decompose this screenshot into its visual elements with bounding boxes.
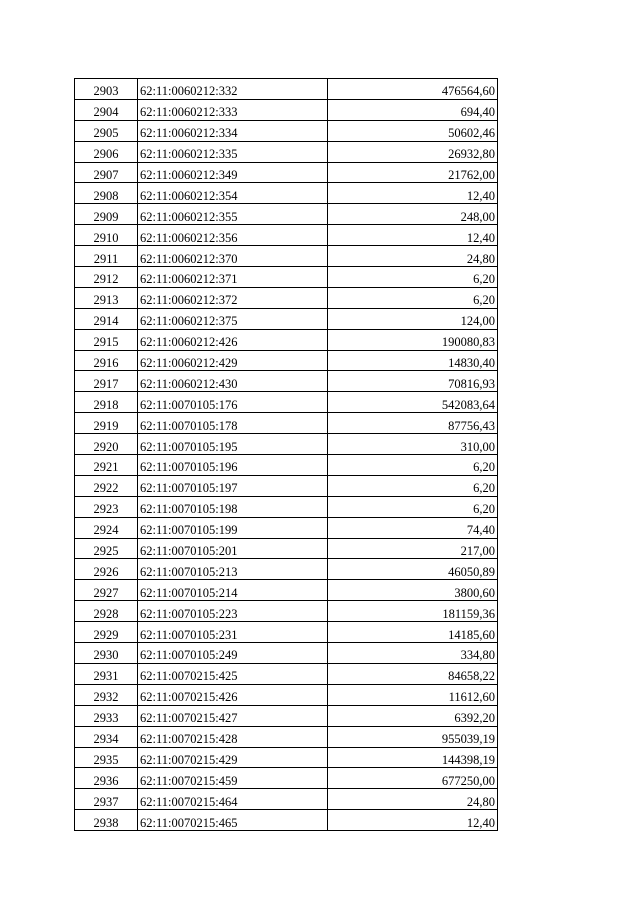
cadastral-number-cell: 62:11:0060212:371 [138,267,328,288]
table-row [75,496,498,517]
table-row [75,434,498,455]
row-number-cell: 2927 [75,580,138,601]
cadastral-number-cell: 62:11:0070215:464 [138,789,328,810]
row-number-cell: 2929 [75,622,138,643]
cadastral-number-cell: 62:11:0070105:249 [138,643,328,664]
value-cell: 694,40 [328,99,498,120]
value-cell: 24,80 [328,246,498,267]
value-cell: 24,80 [328,789,498,810]
row-number-cell: 2909 [75,204,138,225]
value-cell: 542083,64 [328,392,498,413]
table-row [75,601,498,622]
row-number-cell: 2911 [75,246,138,267]
value-cell: 21762,00 [328,162,498,183]
row-number-cell: 2937 [75,789,138,810]
value-cell: 14185,60 [328,622,498,643]
cadastral-number-cell: 62:11:0060212:355 [138,204,328,225]
value-cell: 6,20 [328,475,498,496]
value-cell: 12,40 [328,225,498,246]
value-cell: 144398,19 [328,747,498,768]
cadastral-number-cell: 62:11:0060212:354 [138,183,328,204]
row-number-cell: 2916 [75,350,138,371]
row-number-cell: 2936 [75,768,138,789]
value-cell: 6,20 [328,496,498,517]
cadastral-number-cell: 62:11:0060212:335 [138,141,328,162]
row-number-cell: 2934 [75,726,138,747]
value-cell: 84658,22 [328,663,498,684]
cadastral-number-cell: 62:11:0070215:465 [138,810,328,831]
row-number-cell: 2931 [75,663,138,684]
cadastral-number-cell: 62:11:0060212:370 [138,246,328,267]
value-cell: 3800,60 [328,580,498,601]
value-cell: 87756,43 [328,413,498,434]
cadastral-number-cell: 62:11:0070215:426 [138,684,328,705]
table-row [75,726,498,747]
value-cell: 12,40 [328,810,498,831]
table-row [75,663,498,684]
value-cell: 181159,36 [328,601,498,622]
cadastral-number-cell: 62:11:0070105:197 [138,475,328,496]
table-row [75,79,498,100]
value-cell: 124,00 [328,308,498,329]
value-cell: 476564,60 [328,79,498,100]
table-row [75,329,498,350]
cadastral-number-cell: 62:11:0070215:429 [138,747,328,768]
row-number-cell: 2915 [75,329,138,350]
row-number-cell: 2908 [75,183,138,204]
table-row [75,747,498,768]
row-number-cell: 2926 [75,559,138,580]
cadastral-number-cell: 62:11:0070105:196 [138,455,328,476]
row-number-cell: 2910 [75,225,138,246]
value-cell: 46050,89 [328,559,498,580]
row-number-cell: 2925 [75,538,138,559]
cadastral-number-cell: 62:11:0070105:201 [138,538,328,559]
cadastral-number-cell: 62:11:0060212:429 [138,350,328,371]
value-cell: 6,20 [328,267,498,288]
table-row [75,120,498,141]
cadastral-number-cell: 62:11:0070105:199 [138,517,328,538]
cadastral-number-cell: 62:11:0070105:176 [138,392,328,413]
row-number-cell: 2919 [75,413,138,434]
table-row [75,162,498,183]
cadastral-number-cell: 62:11:0060212:356 [138,225,328,246]
table-row [75,455,498,476]
row-number-cell: 2928 [75,601,138,622]
row-number-cell: 2921 [75,455,138,476]
value-cell: 955039,19 [328,726,498,747]
table-row [75,350,498,371]
row-number-cell: 2938 [75,810,138,831]
cadastral-number-cell: 62:11:0070215:428 [138,726,328,747]
row-number-cell: 2918 [75,392,138,413]
table-row [75,580,498,601]
row-number-cell: 2922 [75,475,138,496]
row-number-cell: 2905 [75,120,138,141]
table-row [75,204,498,225]
cadastral-number-cell: 62:11:0070105:195 [138,434,328,455]
cadastral-number-cell: 62:11:0070215:427 [138,705,328,726]
table-row [75,475,498,496]
table-row [75,99,498,120]
row-number-cell: 2903 [75,79,138,100]
cadastral-number-cell: 62:11:0070105:213 [138,559,328,580]
cadastral-number-cell: 62:11:0060212:332 [138,79,328,100]
row-number-cell: 2904 [75,99,138,120]
cadastral-number-cell: 62:11:0070105:231 [138,622,328,643]
row-number-cell: 2920 [75,434,138,455]
row-number-cell: 2930 [75,643,138,664]
cadastral-number-cell: 62:11:0070215:425 [138,663,328,684]
cadastral-number-cell: 62:11:0070105:178 [138,413,328,434]
cadastral-number-cell: 62:11:0060212:430 [138,371,328,392]
table-row [75,371,498,392]
table-row [75,267,498,288]
table-row [75,183,498,204]
row-number-cell: 2912 [75,267,138,288]
table-row [75,538,498,559]
value-cell: 6392,20 [328,705,498,726]
row-number-cell: 2913 [75,287,138,308]
table-row [75,517,498,538]
table-row [75,622,498,643]
row-number-cell: 2906 [75,141,138,162]
table-row [75,559,498,580]
table-row [75,392,498,413]
cadastral-number-cell: 62:11:0060212:334 [138,120,328,141]
value-cell: 14830,40 [328,350,498,371]
value-cell: 248,00 [328,204,498,225]
table-row [75,768,498,789]
table-row [75,225,498,246]
value-cell: 50602,46 [328,120,498,141]
table-row [75,643,498,664]
value-cell: 70816,93 [328,371,498,392]
row-number-cell: 2917 [75,371,138,392]
row-number-cell: 2923 [75,496,138,517]
table-row [75,810,498,831]
value-cell: 12,40 [328,183,498,204]
row-number-cell: 2907 [75,162,138,183]
table-row [75,141,498,162]
table-body [75,79,498,831]
data-table [74,78,498,831]
table-row [75,789,498,810]
value-cell: 6,20 [328,287,498,308]
row-number-cell: 2914 [75,308,138,329]
value-cell: 677250,00 [328,768,498,789]
cadastral-number-cell: 62:11:0060212:349 [138,162,328,183]
value-cell: 190080,83 [328,329,498,350]
value-cell: 310,00 [328,434,498,455]
cadastral-number-cell: 62:11:0070105:198 [138,496,328,517]
row-number-cell: 2933 [75,705,138,726]
row-number-cell: 2935 [75,747,138,768]
value-cell: 26932,80 [328,141,498,162]
value-cell: 217,00 [328,538,498,559]
row-number-cell: 2924 [75,517,138,538]
cadastral-number-cell: 62:11:0070105:223 [138,601,328,622]
value-cell: 11612,60 [328,684,498,705]
table-row [75,413,498,434]
table-row [75,705,498,726]
cadastral-number-cell: 62:11:0070105:214 [138,580,328,601]
table-row [75,246,498,267]
cadastral-number-cell: 62:11:0060212:426 [138,329,328,350]
cadastral-number-cell: 62:11:0060212:372 [138,287,328,308]
table-row [75,287,498,308]
value-cell: 6,20 [328,455,498,476]
cadastral-number-cell: 62:11:0060212:333 [138,99,328,120]
cadastral-number-cell: 62:11:0060212:375 [138,308,328,329]
cadastral-number-cell: 62:11:0070215:459 [138,768,328,789]
value-cell: 74,40 [328,517,498,538]
table-row [75,308,498,329]
table-row [75,684,498,705]
value-cell: 334,80 [328,643,498,664]
row-number-cell: 2932 [75,684,138,705]
